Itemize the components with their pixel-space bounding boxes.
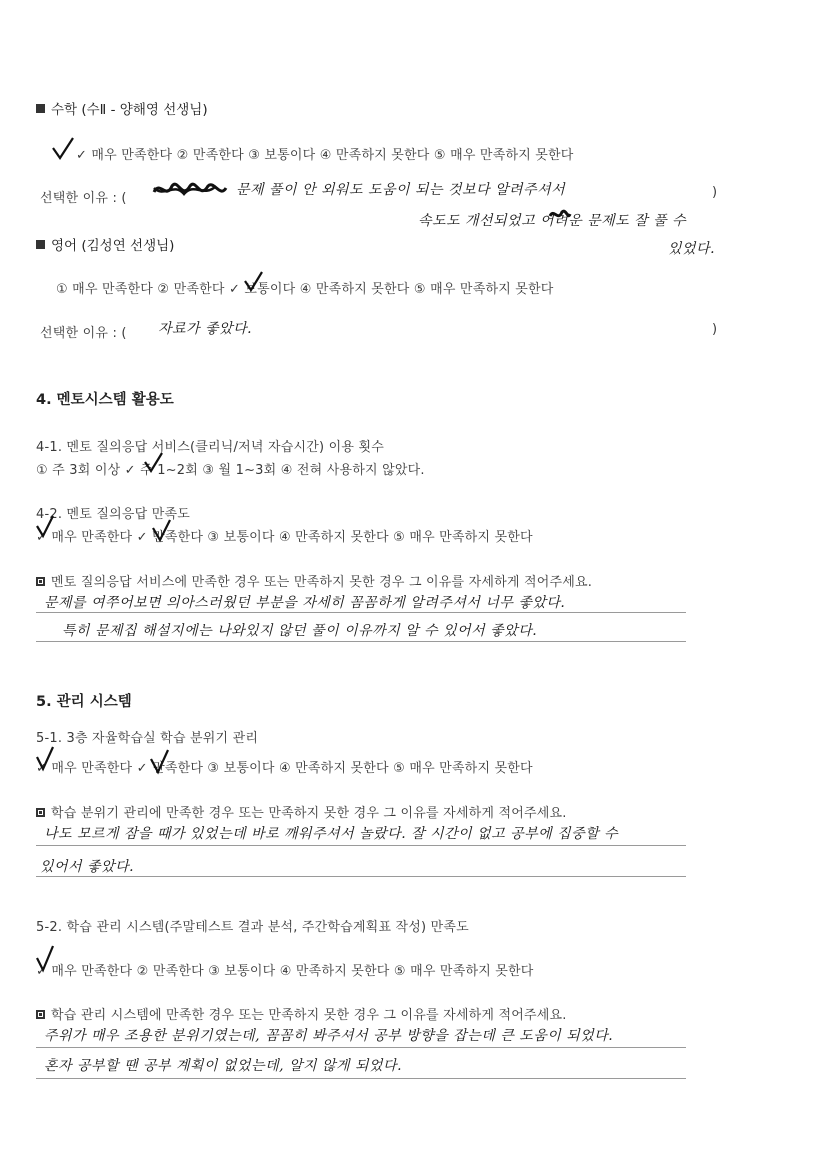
section4-q2-answer-line1: 문제를 여쭈어보면 의아스러웠던 부분을 자세히 꼼꼼하게 알려주셔서 너무 좋았다. [44, 595, 566, 611]
box-bullet-icon [36, 808, 45, 817]
section5-q1-answer-line1: 나도 모르게 잠을 때가 있었는데 바로 깨워주셔서 놀랐다. 잘 시간이 없고 공부에 집중할 수 [44, 826, 619, 842]
section5-q1-options: ✓ 매우 만족한다 ✓ 만족한다 ③ 보통이다 ④ 만족하지 못한다 ⑤ 매우 만족하지 못한다 [36, 761, 533, 776]
section5-q2-answer-line2: 혼자 공부할 땐 공부 계획이 없었는데, 알지 않게 되었다. [44, 1058, 403, 1074]
math-title: 수학 (수Ⅱ - 양해영 선생님) [36, 98, 208, 118]
section5-q2-answer-line1: 주위가 매우 조용한 분위기였는데, 꼼꼼히 봐주셔서 공부 방향을 잡는데 큰 도움이 되었다. [44, 1028, 614, 1044]
section4-q1-title: 4-1. 멘토 질의응답 서비스(클리닉/저녁 자습시간) 이용 횟수 [36, 440, 384, 455]
check-mark-icon [148, 748, 170, 776]
section4-q2-answer-line2: 특히 문제집 해설지에는 나와있지 않던 풀이 이유까지 알 수 있어서 좋았다. [62, 623, 538, 639]
answer-underline [36, 845, 686, 846]
section4-q2-options: ✓ 매우 만족한다 ✓ 만족한다 ③ 보통이다 ④ 만족하지 못한다 ⑤ 매우 만족하지 못한다 [36, 530, 533, 545]
answer-underline [36, 1078, 686, 1079]
check-mark-icon [34, 745, 56, 773]
section4-heading: 4. 멘토시스템 활용도 [36, 392, 174, 408]
math-reason-line3: 있었다. [668, 241, 716, 257]
box-bullet-icon [36, 577, 45, 586]
scribbled-out-text [548, 208, 572, 222]
english-reason-close: ) [712, 322, 718, 337]
section4-q2-prompt: 멘토 질의응답 서비스에 만족한 경우 또는 만족하지 못한 경우 그 이유를 자세하게 적어주세요. [36, 571, 592, 590]
square-bullet-icon [36, 240, 45, 249]
english-reason-label: 선택한 이유 : ( [40, 326, 127, 341]
section5-q2-title: 5-2. 학습 관리 시스템(주말테스트 결과 분석, 주간학습계획표 작성) 만족도 [36, 920, 469, 935]
section5-q1-title: 5-1. 3층 자율학습실 학습 분위기 관리 [36, 731, 259, 746]
section5-heading: 5. 관리 시스템 [36, 694, 132, 710]
answer-underline [36, 612, 686, 613]
section5-q1-answer-line2: 있어서 좋았다. [40, 859, 135, 875]
math-reason-line1: 문제 풀이 안 외워도 도움이 되는 것보다 알려주셔서 [236, 182, 566, 198]
english-reason: 자료가 좋았다. [158, 321, 253, 337]
check-mark-icon [242, 270, 264, 294]
math-reason-label: 선택한 이유 : ( [40, 191, 127, 206]
section5-q2-prompt: 학습 관리 시스템에 만족한 경우 또는 만족하지 못한 경우 그 이유를 자세하게 적어주세요. [36, 1004, 567, 1023]
check-mark-icon [34, 944, 56, 974]
check-mark-icon [34, 514, 56, 540]
english-options: ① 매우 만족한다 ② 만족한다 ✓ 보통이다 ④ 만족하지 못한다 ⑤ 매우 만족하지 못한다 [56, 282, 554, 297]
scribbled-out-text [150, 178, 230, 202]
check-mark-icon [142, 451, 164, 475]
answer-underline [36, 641, 686, 642]
english-title: 영어 (김성연 선생님) [36, 234, 174, 254]
check-mark-icon [50, 136, 76, 162]
answer-underline [36, 876, 686, 877]
square-bullet-icon [36, 104, 45, 113]
math-options: ✓ 매우 만족한다 ② 만족한다 ③ 보통이다 ④ 만족하지 못한다 ⑤ 매우 만족하지 못한다 [76, 148, 574, 163]
check-mark-icon [150, 518, 172, 544]
section4-q1-options: ① 주 3회 이상 ✓ 주 1~2회 ③ 월 1~3회 ④ 전혀 사용하지 않았다. [36, 463, 425, 478]
section5-q2-options: ✓ 매우 만족한다 ② 만족한다 ③ 보통이다 ④ 만족하지 못한다 ⑤ 매우 만족하지 못한다 [36, 964, 534, 979]
box-bullet-icon [36, 1010, 45, 1019]
section4-q2-title: 4-2. 멘토 질의응답 만족도 [36, 507, 190, 522]
section5-q1-prompt: 학습 분위기 관리에 만족한 경우 또는 만족하지 못한 경우 그 이유를 자세하게 적어주세요. [36, 802, 567, 821]
answer-underline [36, 1047, 686, 1048]
math-reason-close: ) [712, 185, 718, 200]
math-reason-line2: 속도도 개선되었고 어려운 문제도 잘 풀 수 [418, 213, 687, 229]
